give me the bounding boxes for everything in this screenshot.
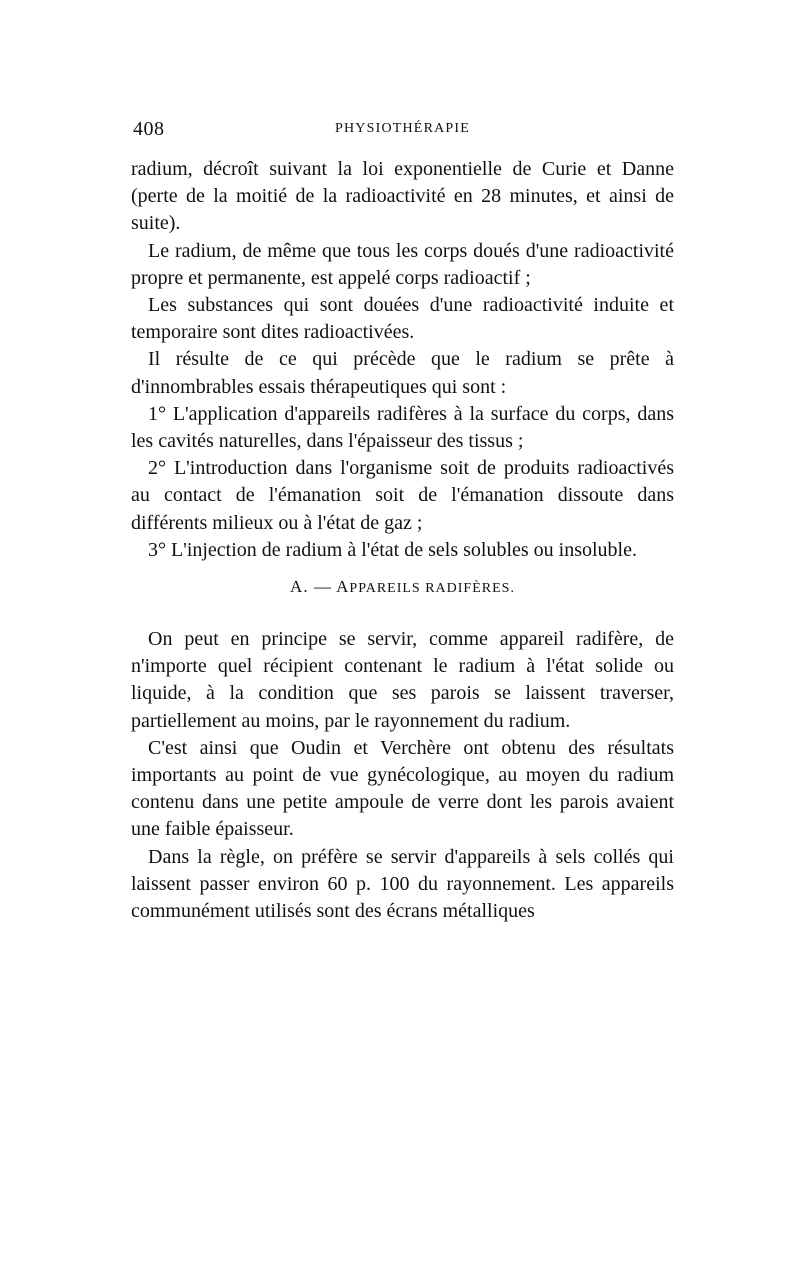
section-heading (131, 574, 674, 602)
page-header (131, 118, 674, 148)
paragraph: radium, décroît suivant la loi exponentielle de Curie et Danne (perte de la moitié de la radioactivité en 28 minutes, et ainsi de suite). (131, 158, 674, 235)
body-text (131, 156, 674, 925)
page-number: 408 (133, 118, 165, 140)
paragraph: 2° L'introduction dans l'organisme soit de produits radioactivés au contact de l'émanation soit de l'émanation dissoute dans différents milieux ou à l'état de gaz ; (131, 457, 674, 534)
section-heading-prefix: A. — A (290, 577, 350, 597)
paragraph: Dans la règle, on préfère se servir d'appareils à sels collés qui laissent passer environ 60 p. 100 du rayonnement. Les appareils communément utilisés sont des écrans métalliques (131, 845, 674, 923)
section-heading-title: PPAREILS RADIFÈRES. (349, 581, 515, 597)
book-page (131, 118, 674, 925)
paragraph: Le radium, de même que tous les corps doués d'une radioactivité propre et permanente, est appelé corps radioactif ; (131, 239, 674, 289)
paragraph: 3° L'injection de radium à l'état de sels solubles ou insoluble. (148, 538, 637, 561)
running-title: PHYSIOTHÉRAPIE (334, 121, 471, 136)
paragraph: C'est ainsi que Oudin et Verchère ont obtenu des résultats importants au point de vue gynécologique, au moyen du radium contenu dans une petite ampoule de verre dont les parois avaient une faible épaisseur. (131, 736, 674, 841)
paragraph: Les substances qui sont douées d'une radioactivité induite et temporaire sont dites radioactivées. (131, 294, 674, 344)
paragraph: On peut en principe se servir, comme appareil radifère, de n'importe quel récipient contenant le radium à l'état solide ou liquide, à la condition que ses parois se laissent traverser, partiellement au moins, par le rayonnement du radium. (131, 628, 674, 732)
paragraph: 1° L'application d'appareils radifères à la surface du corps, dans les cavités naturelles, dans l'épaisseur des tissus ; (131, 402, 674, 453)
paragraph: Il résulte de ce qui précède que le radium se prête à d'innombrables essais thérapeutiques qui sont : (131, 348, 674, 398)
